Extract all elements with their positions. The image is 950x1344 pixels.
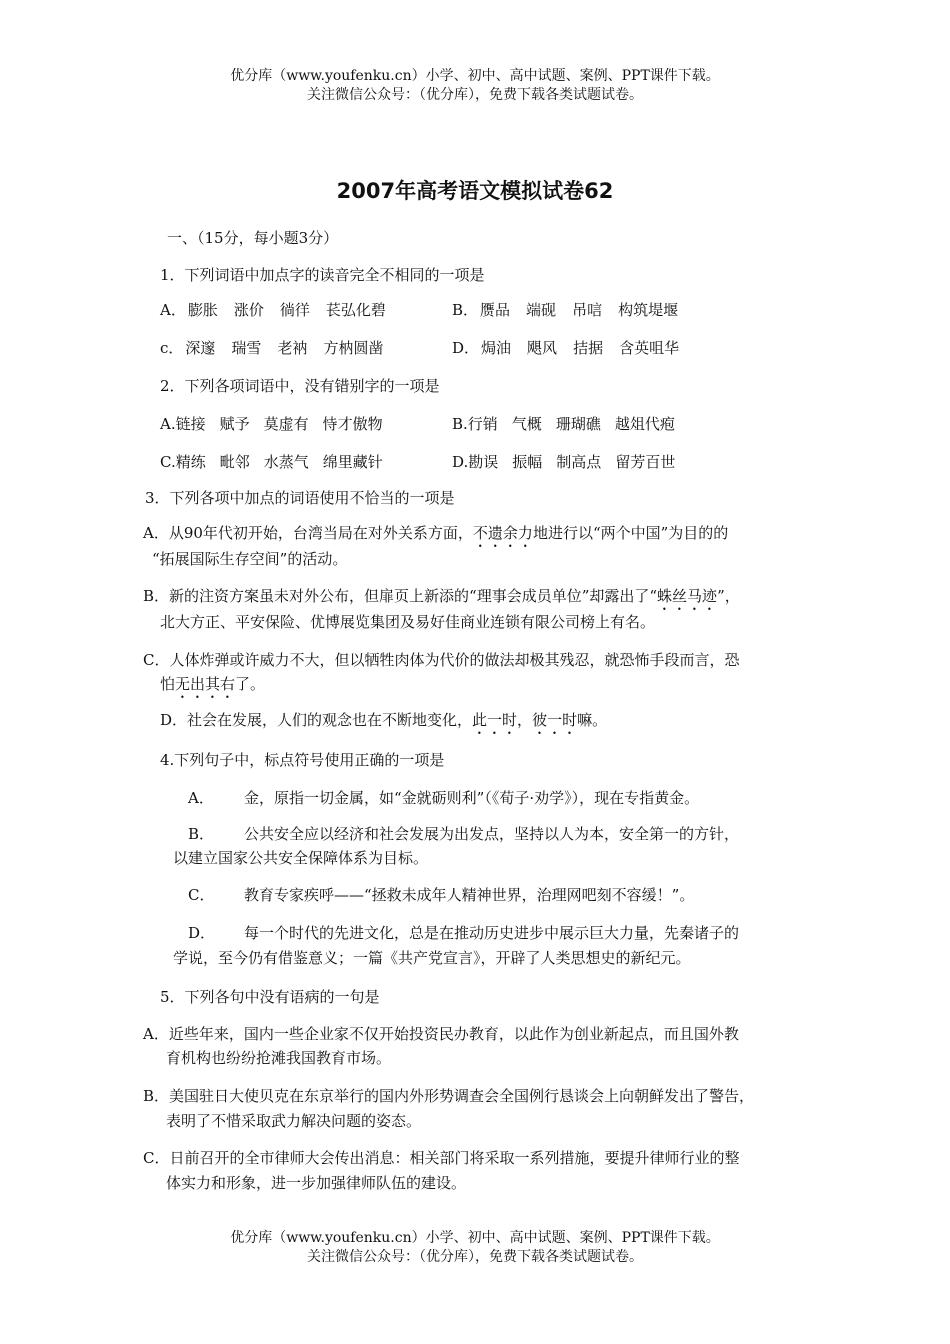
page-title: 2007年高考语文模拟试卷62 — [336, 179, 614, 203]
q2-c-label: C. — [160, 453, 176, 471]
q1-c-word-3: 老衲 — [277, 339, 308, 357]
q3-a-dotted-phrase: 不遗余力 — [472, 524, 533, 542]
q3-option-c-line-1: C．人体炸弹或许威力不大，但以牺牲肉体为代价的做法却极其残忍，就恐怖手段而言，恐 — [143, 651, 740, 669]
q3-option-d: D．社会在发展，人们的观念也在不断地变化，此一时，彼一时嘛。 — [160, 711, 608, 729]
q1-row-ab — [160, 298, 386, 322]
q4-a-label: A． — [188, 789, 214, 807]
q5-option-b-line-2: 表明了不惜采取武力解决问题的姿态。 — [166, 1112, 422, 1130]
q4-option-d-line-1: D． 每一个时代的先进文化，总是在推动历史进步中展示巨大力量，先秦诸子的 — [188, 921, 739, 945]
q2-b-label: B. — [452, 415, 468, 433]
q1-d-word-4: 含英咀华 — [619, 339, 680, 357]
q2-b-word-1: 行销 — [467, 415, 498, 433]
q2-stem: 2．下列各项词语中，没有错别字的一项是 — [160, 377, 440, 395]
q2-a-word-3: 莫虚有 — [263, 415, 309, 433]
header-line-1: 优分库（www.youfenku.cn）小学、初中、高中试题、案例、PPT课件下载。 — [230, 68, 720, 84]
q2-d-word-1: 勘误 — [468, 453, 499, 471]
q1-c-word-2: 瑞雪 — [231, 339, 262, 357]
q2-d-label: D. — [452, 453, 469, 471]
q3-c-dotted-phrase: 无出其右 — [175, 675, 236, 693]
q1-a-label: A． — [160, 301, 186, 319]
q1-d-word-2: 飓风 — [527, 339, 558, 357]
q1-c-word-1: 深邃 — [185, 339, 216, 357]
q1-row-c — [160, 336, 383, 360]
q1-row-d — [452, 336, 679, 360]
q3-stem: 3．下列各项中加点的词语使用不恰当的一项是 — [145, 489, 455, 507]
q2-b-word-3: 珊瑚礁 — [555, 415, 601, 433]
q2-c-word-1: 精练 — [175, 453, 206, 471]
q4-b-label: B． — [188, 825, 215, 843]
q2-c-word-4: 绵里藏针 — [322, 453, 383, 471]
footer-line-1: 优分库（www.youfenku.cn）小学、初中、高中试题、案例、PPT课件下载。 — [230, 1230, 720, 1246]
q4-d-label: D． — [188, 924, 216, 942]
q5-option-b-line-1: B．美国驻日大使贝克在东京举行的国内外形势调查会全国例行恳谈会上向朝鲜发出了警告， — [143, 1087, 755, 1105]
section-heading: 一、（15分，每小题3分） — [167, 229, 339, 247]
q5-option-c-line-2: 体实力和形象，进一步加强律师队伍的建设。 — [166, 1174, 467, 1192]
q2-a-word-1: 链接 — [175, 415, 206, 433]
q3-option-a-line-2: “拓展国际生存空间”的活动。 — [152, 550, 348, 568]
q1-b-word-2: 端砚 — [526, 301, 557, 319]
q1-c-word-4: 方枘圆凿 — [323, 339, 384, 357]
q2-a-word-2: 赋予 — [219, 415, 250, 433]
q3-d-dotted-phrase-1: 此一时 — [472, 711, 518, 729]
q4-option-b-line-1: B． 公共安全应以经济和社会发展为出发点，坚持以人为本，安全第一的方针， — [188, 822, 739, 846]
q1-d-word-3: 拮据 — [573, 339, 604, 357]
q1-d-label: D． — [452, 339, 480, 357]
q2-d-word-4: 留芳百世 — [615, 453, 676, 471]
q3-b-dotted-phrase: 蛛丝马迹 — [657, 587, 718, 605]
q2-a-label: A. — [160, 415, 176, 433]
q1-b-label: B． — [452, 301, 479, 319]
q2-row-d — [452, 450, 675, 474]
q1-a-word-3: 徜徉 — [279, 301, 310, 319]
q2-c-word-2: 毗邻 — [219, 453, 250, 471]
q3-d-dotted-phrase-2: 彼一时 — [532, 711, 578, 729]
q1-a-word-2: 涨价 — [233, 301, 264, 319]
q2-row-c — [160, 450, 383, 474]
q2-row-b — [452, 412, 675, 436]
q1-row-b — [452, 298, 678, 322]
q4-option-a: A． 金，原指一切金属，如“金就砺则利”（《荀子·劝学》），现在专指黄金。 — [188, 786, 699, 810]
q2-d-word-3: 制高点 — [556, 453, 602, 471]
q5-option-a-line-2: 育机构也纷纷抢滩我国教育市场。 — [166, 1049, 392, 1067]
q4-option-b-line-2: 以建立国家公共安全保障体系为目标。 — [173, 849, 429, 867]
q1-a-word-1: 膨胀 — [187, 301, 218, 319]
q2-c-word-3: 水蒸气 — [263, 453, 309, 471]
header-line-2: 关注微信公众号：（优分库），免费下载各类试题试卷。 — [307, 87, 643, 103]
q1-b-word-4: 构筑堤堰 — [618, 301, 679, 319]
q5-option-c-line-1: C．日前召开的全市律师大会传出消息：相关部门将采取一系列措施，要提升律师行业的整 — [143, 1149, 740, 1167]
q1-b-word-3: 吊唁 — [572, 301, 603, 319]
q4-option-c: C． 教育专家疾呼——“拯救未成年人精神世界，治理网吧刻不容缓！”。 — [188, 883, 694, 907]
q2-row-a — [160, 412, 383, 436]
q2-a-word-4: 恃才傲物 — [322, 415, 383, 433]
q1-a-word-4: 苌弘化碧 — [325, 301, 386, 319]
q3-option-b-line-2: 北大方正、平安保险、优博展览集团及易好佳商业连锁有限公司榜上有名。 — [160, 613, 656, 631]
q2-b-word-4: 越俎代疱 — [614, 415, 675, 433]
q2-b-word-2: 气概 — [511, 415, 542, 433]
q1-b-word-1: 赝品 — [480, 301, 511, 319]
q4-option-d-line-2: 学说，至今仍有借鉴意义；一篇《共产党宣言》，开辟了人类思想史的新纪元。 — [173, 949, 691, 967]
q3-option-a-line-1: A．从90年代初开始，台湾当局在对外关系方面，不遗余力地进行以“两个中国”为目的的 — [143, 524, 729, 542]
q3-option-b-line-1: B．新的注资方案虽未对外公布，但扉页上新添的“理事会成员单位”却露出了“蛛丝马迹”， — [143, 587, 740, 605]
q1-c-label: c． — [160, 339, 184, 357]
q5-option-a-line-1: A．近些年来，国内一些企业家不仅开始投资民办教育，以此作为创业新起点，而且国外教 — [143, 1025, 739, 1043]
q5-stem: 5．下列各句中没有语病的一句是 — [160, 988, 380, 1006]
q1-stem: 1．下列词语中加点字的读音完全不相同的一项是 — [160, 266, 485, 284]
q4-stem: 4.下列句子中，标点符号使用正确的一项是 — [160, 751, 445, 769]
q4-c-label: C． — [188, 886, 215, 904]
q2-d-word-2: 振幅 — [512, 453, 543, 471]
q3-option-c-line-2: 怕无出其右了。 — [160, 675, 266, 693]
footer-line-2: 关注微信公众号：（优分库），免费下载各类试题试卷。 — [307, 1249, 643, 1265]
q1-d-word-1: 焗油 — [481, 339, 512, 357]
